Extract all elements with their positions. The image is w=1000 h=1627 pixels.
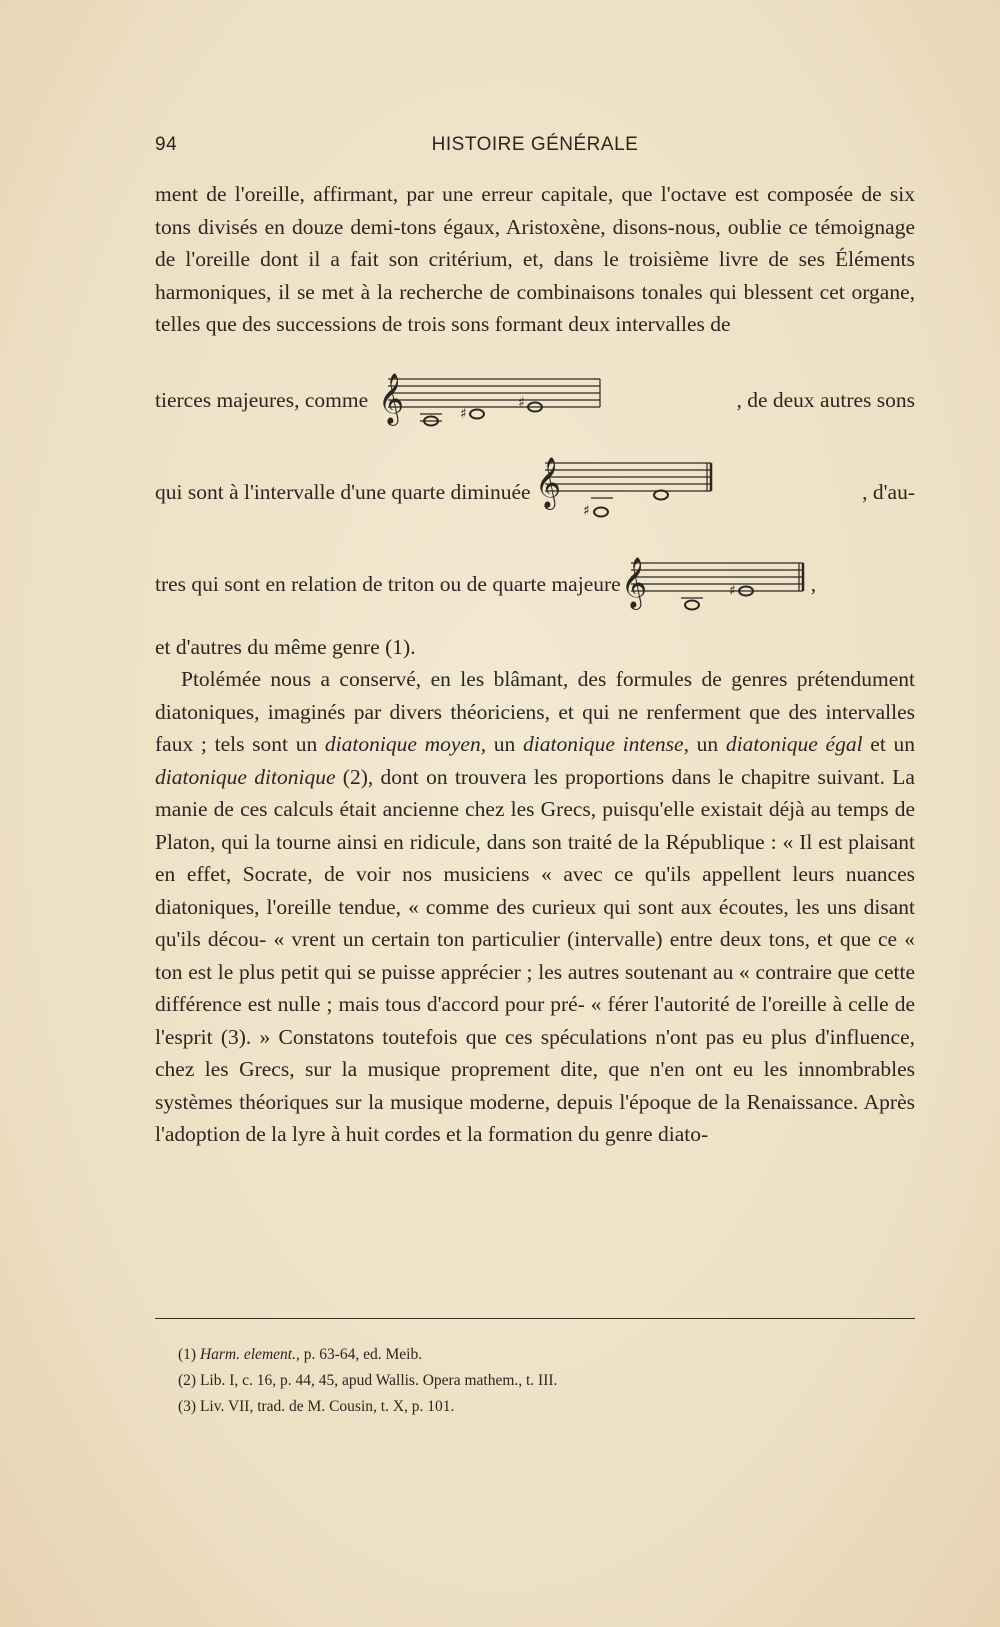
footnote-divider bbox=[155, 1318, 915, 1319]
treble-clef-icon: 𝄞 bbox=[534, 456, 561, 508]
treble-clef-icon: 𝄞 bbox=[378, 372, 405, 424]
treble-clef-icon: 𝄞 bbox=[620, 556, 647, 608]
music-line-3-text-after: , bbox=[810, 572, 817, 597]
paragraph-2-text: (2), dont on trouvera les proportions dans le chapitre suivant. La manie de ces calculs était ancienne chez les Grecs, puisqu'elle existait déjà au temps de Platon, qui la tourne ainsi en ridicule, dans son traité de la République : « Il est plaisant en effet, Socrate, de voir nos musiciens « avec ce qu'ils appellent leurs nuances diatoniques, l'oreille tendue, « comme des curieux qui sont aux écoutes, les uns disant qu'ils décou- « vrent un certain ton particulier (intervalle) entre deux tons, et que ce « ton est le plus petit qui se puisse apprécier ; les autres soutenant au « contraire que cette différence est nulle ; mais tous d'accord pour pré- « férer l'autorité de l'oreille à celle de l'esprit (3). » Constatons toutefois que ces spéculations n'ont pas eu plus d'influence, chez les Grecs, sur la musique proprement dite, que n'en ont eu les innombrables systèmes théoriques sur la musique moderne, depuis l'époque de la Renaissance. Après l'adoption de la lyre à huit cordes et la formation du genre diato- bbox=[155, 764, 915, 1146]
music-line-2-text-after: , d'au- bbox=[862, 480, 915, 505]
italic-term: diatonique moyen, bbox=[324, 732, 487, 756]
footnote-marker: (2) bbox=[178, 1372, 197, 1389]
paragraph-2 bbox=[155, 663, 915, 1151]
running-header bbox=[155, 134, 915, 164]
footnote-marker: (1) bbox=[178, 1346, 197, 1363]
running-title: HISTOIRE GÉNÉRALE bbox=[431, 134, 639, 155]
paragraph-2-text: un bbox=[688, 732, 726, 756]
music-example-line-1 bbox=[155, 355, 915, 447]
music-line-2-text-before: qui sont à l'intervalle d'une quarte diminuée bbox=[155, 480, 531, 505]
paragraph-2-text: un bbox=[486, 732, 524, 756]
page-number: 94 bbox=[155, 134, 178, 155]
music-line-1-text-before: tierces majeures, comme bbox=[155, 388, 369, 413]
footnote-marker: (3) bbox=[178, 1398, 197, 1415]
footnote-2 bbox=[178, 1368, 878, 1394]
music-example-line-3 bbox=[155, 539, 915, 631]
paragraph-2-text: et un bbox=[862, 732, 916, 756]
music-example-line-2 bbox=[155, 447, 915, 539]
footnotes bbox=[178, 1342, 878, 1420]
music-staff-major-thirds bbox=[368, 355, 608, 447]
music-line-3-text-before: tres qui sont en relation de triton ou de quarte majeure bbox=[155, 572, 621, 597]
main-text bbox=[155, 178, 915, 1151]
svg-text:♯: ♯ bbox=[460, 405, 467, 422]
footnote-text: , p. 63-64, ed. Meib. bbox=[295, 1346, 423, 1363]
svg-text:♯: ♯ bbox=[518, 394, 525, 411]
italic-term: diatonique ditonique bbox=[155, 764, 336, 789]
footnote-source: Harm. element. bbox=[199, 1346, 296, 1363]
svg-text:♯: ♯ bbox=[728, 582, 736, 599]
footnote-text: Liv. VII, trad. de M. Cousin, t. X, p. 101. bbox=[199, 1398, 455, 1415]
footnote-text: Lib. I, c. 16, p. 44, 45, apud Wallis. Opera mathem., t. III. bbox=[199, 1372, 558, 1389]
footnote-1 bbox=[178, 1342, 878, 1368]
italic-term: diatonique intense, bbox=[523, 732, 689, 756]
music-staff-diminished-fourth bbox=[531, 447, 721, 539]
footnote-3 bbox=[178, 1394, 878, 1420]
svg-text:♯: ♯ bbox=[582, 502, 590, 519]
music-line-1-text-after: , de deux autres sons bbox=[736, 388, 915, 413]
paragraph-2-text: Ptolémée nous a conservé, en les blâmant, des formules de genres prétendument diatoniques, imaginés par divers théoriciens, et qui ne renferment que des intervalles faux ; tels sont un bbox=[155, 667, 915, 756]
paragraph-1-ending: et d'autres du même genre (1). bbox=[155, 634, 416, 659]
paragraph-1-opening: ment de l'oreille, affirmant, par une erreur capitale, que l'octave est composée de six tons divisés en douze demi-tons égaux, Aristoxène, disons-nous, oublie ce témoignage de l'oreille dont il a fait son critérium, et, dans le troisième livre de ses Éléments harmoniques, il se met à la recherche de combinaisons tonales qui blessent cet organe, telles que des successions de trois sons formant deux intervalles de bbox=[155, 182, 915, 336]
music-staff-tritone bbox=[621, 539, 811, 631]
italic-term: diatonique égal bbox=[725, 732, 863, 756]
